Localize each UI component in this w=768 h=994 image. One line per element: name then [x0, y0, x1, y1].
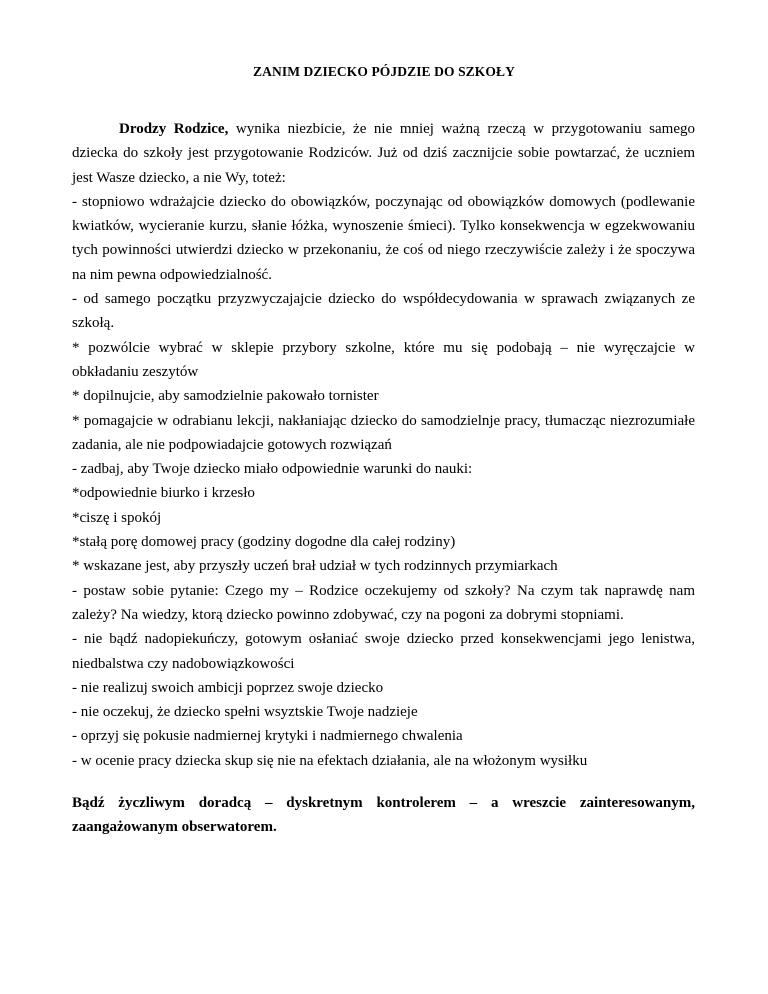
intro-text: wynika niezbicie, że nie mniej ważną rzeczą w przygotowaniu samego dziecka do szkoły jest przygotowanie Rodziców. Już od dziś zacznijcie sobie powtarzać, że uczniem jest Wasze dziecko, a nie Wy, toteż:	[72, 121, 695, 186]
list-item: * wskazane jest, aby przyszły uczeń brał udział w tych rodzinnych przymiarkach	[72, 558, 558, 575]
intro-greeting: Drodzy Rodzice,	[119, 121, 229, 137]
list-item: * pozwólcie wybrać w sklepie przybory szkolne, które mu się podobają – nie wyręczajcie w obkładaniu zeszytów	[72, 339, 695, 380]
list-item: - oprzyj się pokusie nadmiernej krytyki i nadmiernego chwalenia	[72, 728, 463, 745]
closing-text: Bądź życzliwym doradcą – dyskretnym kontrolerem – a wreszcie zainteresowanym, zaangażowanym obserwatorem.	[72, 795, 695, 836]
list-item: *odpowiednie biurko i krzesło	[72, 485, 255, 502]
list-item: *ciszę i spokój	[72, 509, 162, 526]
intro-paragraph	[72, 117, 695, 190]
list-item: - postaw sobie pytanie: Czego my – Rodzice oczekujemy od szkoły? Na czym tak naprawdę nam zależy? Na wiedzy, ktorą dziecko powinno zdobywać, czy na pogoni za dobrymi stopniami.	[72, 582, 695, 623]
list-item: - nie bądź nadopiekuńczy, gotowym osłaniać swoje dziecko przed konsekwencjami jego lenistwa, niedbalstwa czy nadobowiązkowości	[72, 631, 695, 672]
document-body	[72, 117, 695, 773]
list-item: * pomagajcie w odrabianu lekcji, nakłaniając dziecko do samodzielnje pracy, tłumacząc niezrozumiałe zadania, ale nie podpowiadajcie gotowych rozwiązań	[72, 412, 695, 453]
list-item: *stałą porę domowej pracy (godziny dogodne dla całej rodziny)	[72, 534, 456, 551]
list-item: - w ocenie pracy dziecka skup się nie na efektach działania, ale na włożonym wysiłku	[72, 752, 588, 769]
closing-statement	[72, 791, 695, 840]
list-item: * dopilnujcie, aby samodzielnie pakowało tornister	[72, 388, 379, 405]
list-item: - nie realizuj swoich ambicji poprzez swoje dziecko	[72, 679, 384, 696]
list-item: - od samego początku przyzwyczajajcie dziecko do współdecydowania w sprawach związanych ze szkołą.	[72, 291, 695, 332]
list-item: - zadbaj, aby Twoje dziecko miało odpowiednie warunki do nauki:	[72, 461, 473, 478]
page-title: ZANIM DZIECKO PÓJDZIE DO SZKOŁY	[253, 64, 515, 79]
list-item: - nie oczekuj, że dziecko spełni wsyztskie Twoje nadzieje	[72, 704, 418, 721]
list-item: - stopniowo wdrażajcie dziecko do obowiązków, poczynając od obowiązków domowych (podlewanie kwiatków, wycieranie kurzu, słanie łóżka, wynoszenie śmieci). Tylko konsekwencja w egzekwowaniu tych powinności utwierdzi dziecko w przekonaniu, że coś od niego rzeczywiście zależy i że spoczywa na nim pewna odpowiedzialność.	[72, 193, 695, 283]
